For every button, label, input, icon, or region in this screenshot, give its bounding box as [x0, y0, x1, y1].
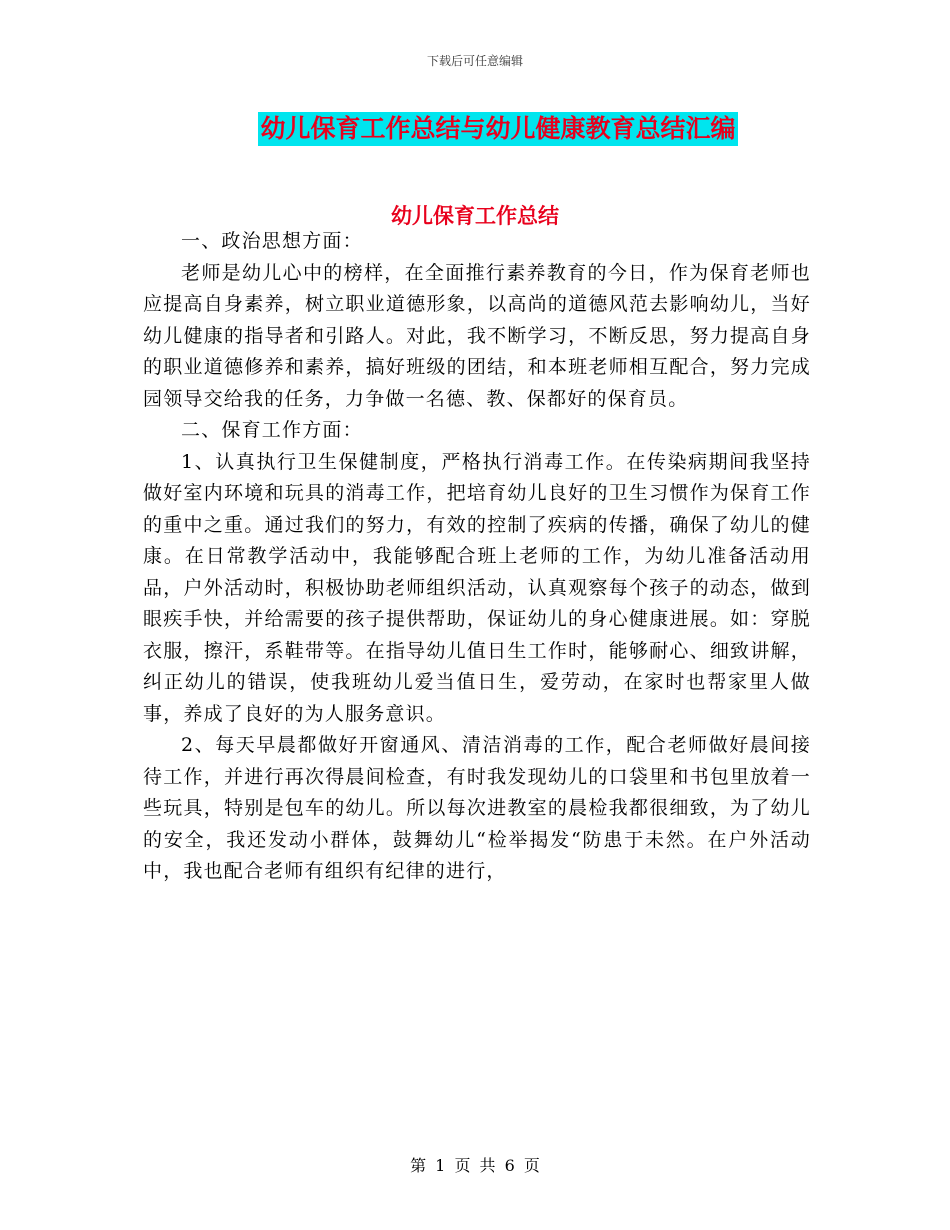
- document-title-container: [0, 112, 950, 146]
- page-header-note: 下载后可任意编辑: [426, 54, 523, 68]
- paragraph-item-1: 1、认真执行卫生保健制度，严格执行消毒工作。在传染病期间我坚持做好室内环境和玩具的消毒工作，把培育幼儿良好的卫生习惯作为保育工作的重中之重。通过我们的努力，有效的控制了疾病的传播，确保了幼儿的健康。在日常教学活动中，我能够配合班上老师的工作，为幼儿准备活动用品，户外活动时，积极协助老师组织活动，认真观察每个孩子的动态，做到眼疾手快，并给需要的孩子提供帮助，保证幼儿的身心健康进展。如：穿脱衣服，擦汗，系鞋带等。在指导幼儿值日生工作时，能够耐心、细致讲解，纠正幼儿的错误，使我班幼儿爱当值日生，爱劳动，在家时也帮家里人做事，养成了良好的为人服务意识。: [143, 450, 811, 725]
- paragraph-political: 老师是幼儿心中的榜样，在全面推行素养教育的今日，作为保育老师也应提高自身素养，树立职业道德形象，以高尚的道德风范去影响幼儿，当好幼儿健康的指导者和引路人。对此，我不断学习，不断反思，努力提高自身的职业道德修养和素养，搞好班级的团结，和本班老师相互配合，努力完成园领导交给我的任务，力争做一名德、教、保都好的保育员。: [143, 261, 811, 410]
- heading-care-work: 二、保育工作方面：: [181, 419, 363, 441]
- document-body: [143, 222, 811, 888]
- paragraph-item-2: 2、每天早晨都做好开窗通风、清洁消毒的工作，配合老师做好晨间接待工作，并进行再次得晨间检查，有时我发现幼儿的口袋里和书包里放着一些玩具，特别是包车的幼儿。所以每次进教室的晨检我都很细致，为了幼儿的安全，我还发动小群体，鼓舞幼儿“检举揭发“防患于未然。在户外活动中，我也配合老师有组织有纪律的进行，: [143, 734, 811, 882]
- page-number: 第 1 页 共 6 页: [410, 1156, 540, 1175]
- document-title: 幼儿保育工作总结与幼儿健康教育总结汇编: [258, 112, 737, 146]
- section-title: 幼儿保育工作总结: [391, 204, 559, 228]
- heading-political: 一、政治思想方面：: [181, 230, 363, 252]
